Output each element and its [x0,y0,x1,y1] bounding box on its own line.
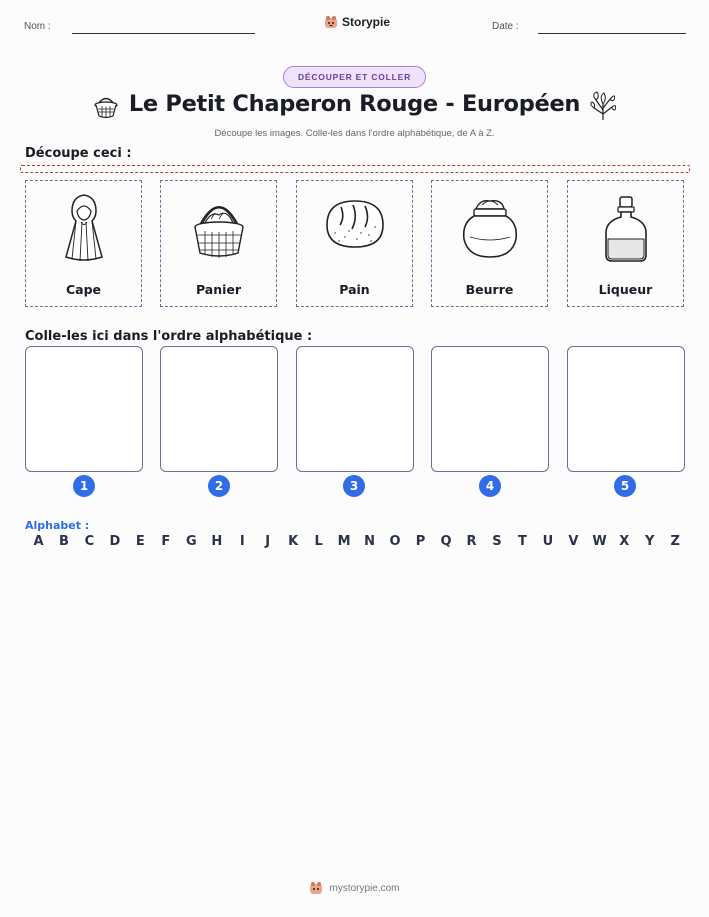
alphabet-letter: V [568,534,579,549]
herbs-decoration-icon [588,90,618,122]
paste-slot-5[interactable] [567,346,685,472]
alphabet-letter: U [542,534,554,549]
page-title: Le Petit Chaperon Rouge - Européen [128,91,581,117]
alphabet-letter: B [59,534,69,549]
card-label: Pain [339,282,370,297]
liqueur-bottle-icon [596,189,656,273]
slot-number: 3 [343,475,365,497]
activity-badge: DÉCOUPER ET COLLER [283,66,426,88]
cut-section-heading: Découpe ceci : [25,146,132,161]
bread-icon [325,189,385,273]
paste-slot-3[interactable] [296,346,414,472]
footer-url[interactable]: mystorypie.com [329,882,400,894]
alphabet-letter: D [109,534,121,549]
cut-card-pain[interactable] [296,180,413,307]
cut-card-cape[interactable] [25,180,142,307]
alphabet-letter: S [492,534,502,549]
alphabet-letter: L [314,534,323,549]
date-label: Date : [492,21,519,32]
alphabet-letter: I [239,534,245,549]
alphabet-letter: P [415,534,426,549]
butter-pot-icon [460,189,520,273]
alphabet-letter: Z [670,534,680,549]
card-label: Beurre [465,282,514,297]
alphabet-letter: N [364,534,376,549]
alphabet-letter: G [185,534,197,549]
name-line[interactable] [72,33,255,34]
alphabet-letter: O [389,534,401,549]
card-label: Cape [65,282,102,297]
paste-section-heading: Colle-les ici dans l'ordre alphabétique : [25,329,313,344]
slot-number: 4 [479,475,501,497]
alphabet-letter: A [33,534,44,549]
paste-slot-2[interactable] [160,346,278,472]
cut-card-panier[interactable] [160,180,277,307]
card-label: Liqueur [598,282,653,297]
slot-number: 5 [614,475,636,497]
brand-name: Storypie [342,15,391,29]
footer [0,881,709,895]
cut-guide-line [20,165,690,173]
card-label: Panier [195,282,242,297]
alphabet-letter: R [466,534,477,549]
paste-slot-4[interactable] [431,346,549,472]
storypie-logo-icon [309,881,323,895]
cape-icon [54,189,114,273]
cut-card-beurre[interactable] [431,180,548,307]
alphabet-letter: F [161,534,171,549]
alphabet-letter: Y [645,534,655,549]
basket-icon [189,189,249,273]
alphabet-heading: Alphabet : [25,519,90,532]
alphabet-letter: Q [440,534,452,549]
alphabet-letter: E [135,534,145,549]
cut-card-liqueur[interactable] [567,180,684,307]
paste-slot-1[interactable] [25,346,143,472]
alphabet-letter: H [211,534,223,549]
brand-logo [324,15,390,29]
instructions: Découpe les images. Colle-les dans l'ordre alphabétique, de A à Z. [214,128,495,139]
storypie-logo-icon [324,15,338,29]
alphabet-letter: W [592,534,607,549]
slot-number: 1 [73,475,95,497]
alphabet-letter: X [619,534,630,549]
date-line[interactable] [538,33,686,34]
slot-number: 2 [208,475,230,497]
alphabet-letter: M [337,534,351,549]
alphabet-letter: C [84,534,95,549]
alphabet-letter: J [265,534,271,549]
name-label: Nom : [24,21,51,32]
alphabet-row [32,534,682,549]
alphabet-letter: T [517,534,527,549]
alphabet-letter: K [288,534,299,549]
